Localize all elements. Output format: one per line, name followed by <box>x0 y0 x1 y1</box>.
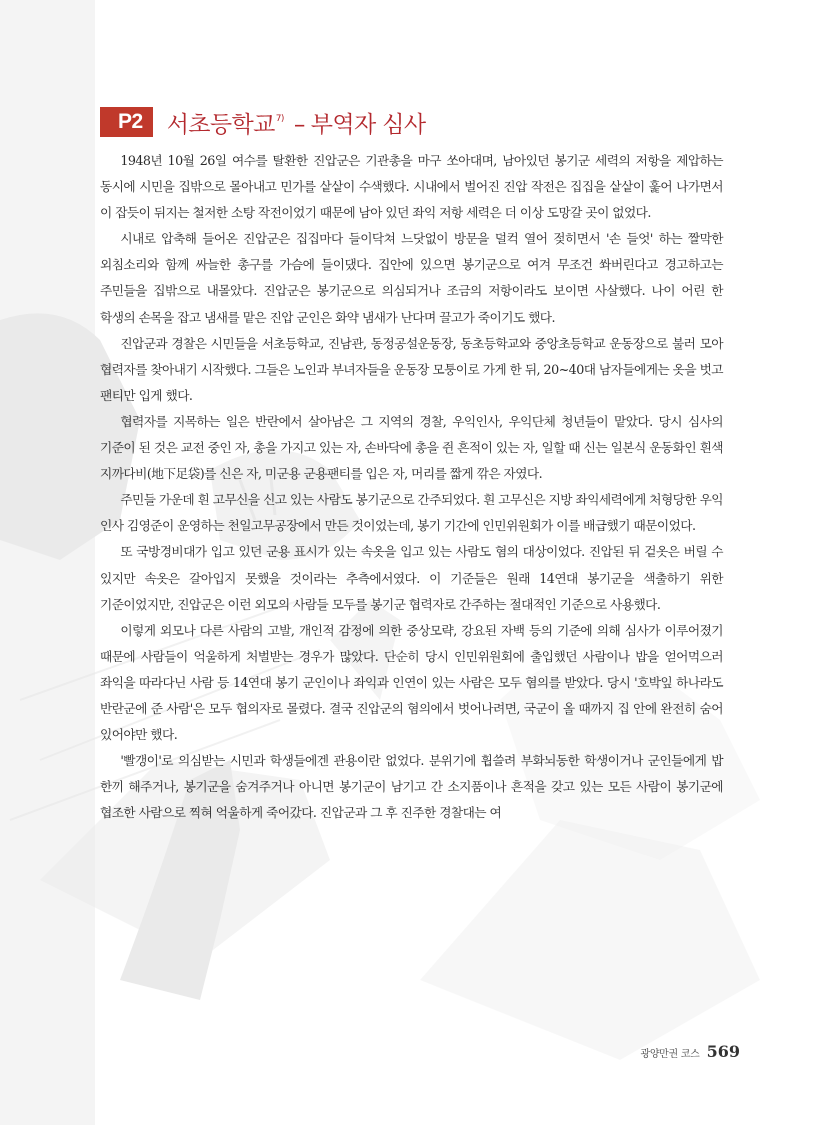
paragraph: 이렇게 외모나 다른 사람의 고발, 개인적 감정에 의한 중상모략, 강요된 자백 등의 기준에 의해 심사가 이루어졌기 때문에 사람들이 억울하게 처벌받는 경우가 많았다. 단순히 당시 인민위원회에 출입했던 사람이나 밥을 얻어먹으러 좌익을 따라다닌 사람 등 14연대 봉기 군인이나 좌익과 인연이 있는 사람은 모두 혐의를 받았다. 당시 '호박잎 하나라도 반란군에 준 사람'은 모두 협의자로 몰렸다. 결국 진압군의 혐의에서 벗어나려면, 국군이 올 때까지 집 안에 완전히 숨어 있어야만 했다. <box>100 622 723 743</box>
title-subtitle: 부역자 심사 <box>310 112 426 138</box>
title-text: 서초등학교 <box>166 112 275 138</box>
section-badge: P2 <box>100 107 153 137</box>
footnote-mark: 7) <box>275 114 284 124</box>
paragraph: 진압군과 경찰은 시민들을 서초등학교, 진남관, 동정공설운동장, 동초등학교와 중앙초등학교 운동장으로 불러 모아 협력자를 찾아내기 시작했다. 그들은 노인과 부녀자들을 운동장 모퉁이로 가게 한 뒤, 20~40대 남자들에게는 옷을 벗고 팬티만 입게 했다. <box>100 335 723 403</box>
section-heading <box>100 104 723 140</box>
course-label: 광양만권 코스 <box>640 1049 700 1060</box>
article-body <box>100 148 723 826</box>
title-dash: – <box>293 112 305 138</box>
page-footer <box>600 1042 740 1061</box>
section-title <box>167 104 426 140</box>
page-content <box>100 104 723 826</box>
paragraph: 또 국방경비대가 입고 있던 군용 표시가 있는 속옷을 입고 있는 사람도 혐의 대상이었다. 진압된 뒤 겉옷은 버릴 수 있지만 속옷은 갈아입지 못했을 것이라는 추측에서였다. 이 기준들은 원래 14연대 봉기군을 색출하기 위한 기준이었지만, 진압군은 이런 외모의 사람들 모두를 봉기군 협력자로 간주하는 절대적인 기준으로 사용했다. <box>100 544 723 612</box>
paragraph: 1948년 10월 26일 여수를 탈환한 진압군은 기관총을 마구 쏘아대며, 남아있던 봉기군 세력의 저항을 제압하는 동시에 시민을 집밖으로 몰아내고 민가를 샅샅이 수색했다. 시내에서 벌어진 진압 작전은 집집을 샅샅이 훑어 나가면서 이 잡듯이 뒤지는 철저한 소탕 작전이었기 때문에 남아 있던 좌익 저항 세력은 더 이상 도망갈 곳이 없었다. <box>100 153 723 221</box>
paragraph: 시내로 압축해 들어온 진압군은 집집마다 들이닥쳐 느닷없이 방문을 덜컥 열어 젖히면서 '손 들엇' 하는 짤막한 외침소리와 함께 싸늘한 총구를 가슴에 들이댔다. 집안에 있으면 봉기군으로 여겨 무조건 쏴버린다고 경고하고는 주민들을 집밖으로 내몰았다. 진압군은 봉기군으로 의심되거나 조금의 저항이라도 보이면 사살했다. 나이 어린 한 학생의 손목을 잡고 냄새를 맡은 진압 군인은 화약 냄새가 난다며 끌고가 죽이기도 했다. <box>100 231 723 325</box>
paragraph: 주민들 가운데 흰 고무신을 신고 있는 사람도 봉기군으로 간주되었다. 흰 고무신은 지방 좌익세력에게 처형당한 우익 인사 김영준이 운영하는 천일고무공장에서 만든 것이었는데, 봉기 기간에 인민위원회가 이를 배급했기 때문이었다. <box>100 492 723 534</box>
paragraph: 협력자를 지목하는 일은 반란에서 살아남은 그 지역의 경찰, 우익인사, 우익단체 청년들이 맡았다. 당시 심사의 기준이 된 것은 교전 중인 자, 총을 가지고 있는 자, 손바닥에 총을 쥔 흔적이 있는 자, 일할 때 신는 일본식 운동화인 흰색 지까다비(地下足袋)를 신은 자, 미군용 군용팬티를 입은 자, 머리를 짧게 깎은 자였다. <box>100 413 723 482</box>
page-number: 569 <box>706 1042 740 1061</box>
paragraph: '빨갱이'로 의심받는 시민과 학생들에겐 관용이란 없었다. 분위기에 휩쓸려 부화뇌동한 학생이거나 군인들에게 밥 한끼 해주거나, 봉기군을 숨겨주거나 아니면 봉기군이 남기고 간 소지품이나 흔적을 갖고 있는 모든 사람이 봉기군에 협조한 사람으로 찍혀 억울하게 죽어갔다. 진압군과 그 후 진주한 경찰대는 여 <box>100 753 723 821</box>
